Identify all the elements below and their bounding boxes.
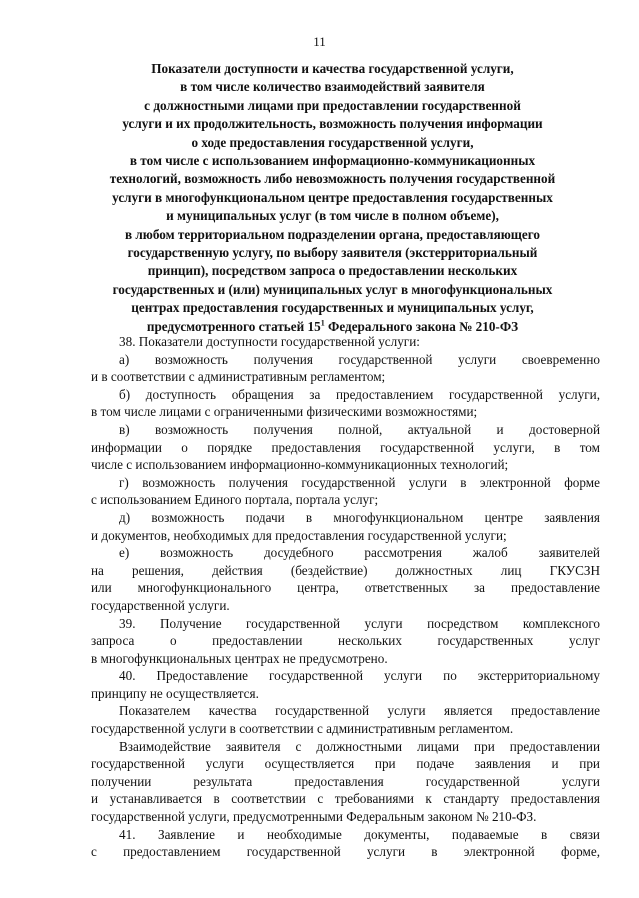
paragraph-line: и в соответствии с административным регламентом; bbox=[91, 369, 386, 385]
paragraph-line: информации о порядке предоставления государственной услуги, в том bbox=[91, 439, 600, 455]
heading-line: государственных и (или) муниципальных услуг в многофункциональных bbox=[112, 281, 553, 297]
paragraph-line: государственной услуги в соответствии с административным регламентом. bbox=[91, 721, 514, 737]
paragraph-line: государственной услуги. bbox=[91, 597, 230, 613]
heading-line: с должностными лицами при предоставлении государственной bbox=[144, 97, 521, 113]
heading-line: услуги и их продолжительность, возможность получения информации bbox=[122, 116, 543, 132]
heading-line: услуги в многофункциональном центре предоставления государственных bbox=[112, 189, 553, 205]
paragraph-line: Взаимодействие заявителя с должностными лицами при предоставлении bbox=[119, 738, 600, 754]
paragraph-line: и документов, необходимых для предоставления государственной услуги; bbox=[91, 527, 507, 543]
page-number: 11 bbox=[313, 34, 326, 49]
paragraph-line: 40. Предоставление государственной услуги по экстерриториальному bbox=[119, 668, 600, 684]
paragraph-line: на решения, действия (бездействие) должностных лиц ГКУСЗН bbox=[91, 562, 600, 578]
heading-line: государственную услугу, по выбору заявителя (экстерриториальный bbox=[127, 245, 538, 261]
paragraph-line: числе с использованием информационно-коммуникационных технологий; bbox=[91, 457, 509, 473]
paragraph-line: принципу не осуществляется. bbox=[91, 685, 259, 701]
heading-line: технологий, возможность либо невозможность получения государственной bbox=[109, 171, 556, 187]
paragraph-line: запроса о предоставлении нескольких государственных услуг bbox=[91, 633, 600, 649]
paragraph-line: а) возможность получения государственной услуги своевременно bbox=[119, 351, 600, 367]
paragraph-line: получении результата предоставления государственной услуги bbox=[91, 773, 600, 789]
paragraph-line: г) возможность получения государственной услуги в электронной форме bbox=[119, 474, 600, 490]
heading-line: о ходе предоставления государственной услуги, bbox=[191, 134, 474, 150]
heading-text: Федерального закона № 210-ФЗ bbox=[324, 318, 519, 334]
heading-line: в любом территориальном подразделении органа, предоставляющего bbox=[124, 226, 541, 242]
paragraph-line: 38. Показатели доступности государственной услуги: bbox=[119, 334, 420, 349]
heading-line: центрах предоставления государственных и муниципальных услуг, bbox=[131, 300, 534, 316]
heading-line: в том числе количество взаимодействий заявителя bbox=[180, 79, 485, 95]
paragraph-line: Показателем качества государственной услуги является предоставление bbox=[119, 703, 600, 719]
superscript-marker: 1 bbox=[320, 318, 325, 328]
paragraph-line: и устанавливается в соответствии с требованиями к стандарту предоставления bbox=[91, 791, 600, 807]
paragraph-line: государственной услуги осуществляется при подаче заявления и при bbox=[91, 756, 600, 772]
heading-line: в том числе с использованием информационно-коммуникационных bbox=[129, 153, 536, 169]
paragraph-line: е) возможность досудебного рассмотрения жалоб заявителей bbox=[119, 545, 600, 561]
paragraph-line: государственной услуги, предусмотренными Федеральным законом № 210-ФЗ. bbox=[91, 809, 537, 825]
paragraph-line: б) доступность обращения за предоставлением государственной услуги, bbox=[119, 386, 600, 402]
paragraph-line: в) возможность получения полной, актуальной и достоверной bbox=[119, 421, 600, 437]
heading-line: и муниципальных услуг (в том числе в полном объеме), bbox=[166, 208, 499, 224]
paragraph-line: с использованием Единого портала, портала услуг; bbox=[91, 492, 379, 508]
heading-line: Показатели доступности и качества государственной услуги, bbox=[151, 61, 514, 76]
body-text bbox=[91, 333, 600, 861]
paragraph-line: д) возможность подачи в многофункциональном центре заявления bbox=[119, 509, 600, 525]
heading-text: предусмотренного статьей 15 bbox=[146, 318, 321, 334]
paragraph-line: с предоставлением государственной услуги в электронной форме, bbox=[91, 844, 600, 860]
paragraph-line: или многофункционального центра, ответственных за предоставление bbox=[91, 580, 600, 596]
paragraph-line: 39. Получение государственной услуги посредством комплексного bbox=[119, 615, 600, 631]
paragraph-line: в том числе лицами с ограниченными физическими возможностями; bbox=[91, 404, 478, 420]
section-heading bbox=[80, 60, 585, 336]
paragraph-line: в многофункциональных центрах не предусмотрено. bbox=[91, 650, 388, 666]
paragraph-line: 41. Заявление и необходимые документы, подаваемые в связи bbox=[119, 826, 600, 842]
heading-line: принцип), посредством запроса о предоставлении нескольких bbox=[147, 263, 518, 279]
